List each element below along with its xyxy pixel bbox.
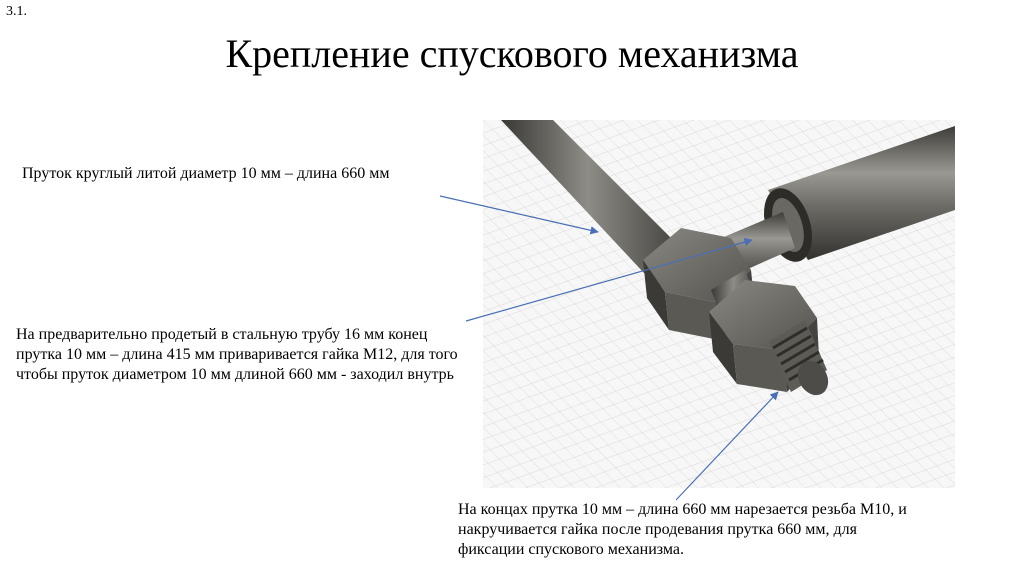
- rod-nut-assembly-render: [483, 120, 955, 488]
- annotation-weld-nut: На предварительно продетый в стальную трубу 16 мм конец прутка 10 мм – длина 415 мм приваривается гайка М12, для того чтобы пруток диаметром 10 мм длиной 660 мм - заходил внутрь: [16, 326, 458, 383]
- annotation-rod: Пруток круглый литой диаметр 10 мм – длина 660 мм: [22, 165, 390, 182]
- annotation-thread-nut: На концах прутка 10 мм – длина 660 мм нарезается резьба М10, и накручивается гайка после продевания прутка 660 мм, для фиксации спускового механизма.: [458, 501, 907, 558]
- slide-title: Крепление спускового механизма: [225, 31, 799, 76]
- slide-number: 3.1.: [6, 4, 27, 19]
